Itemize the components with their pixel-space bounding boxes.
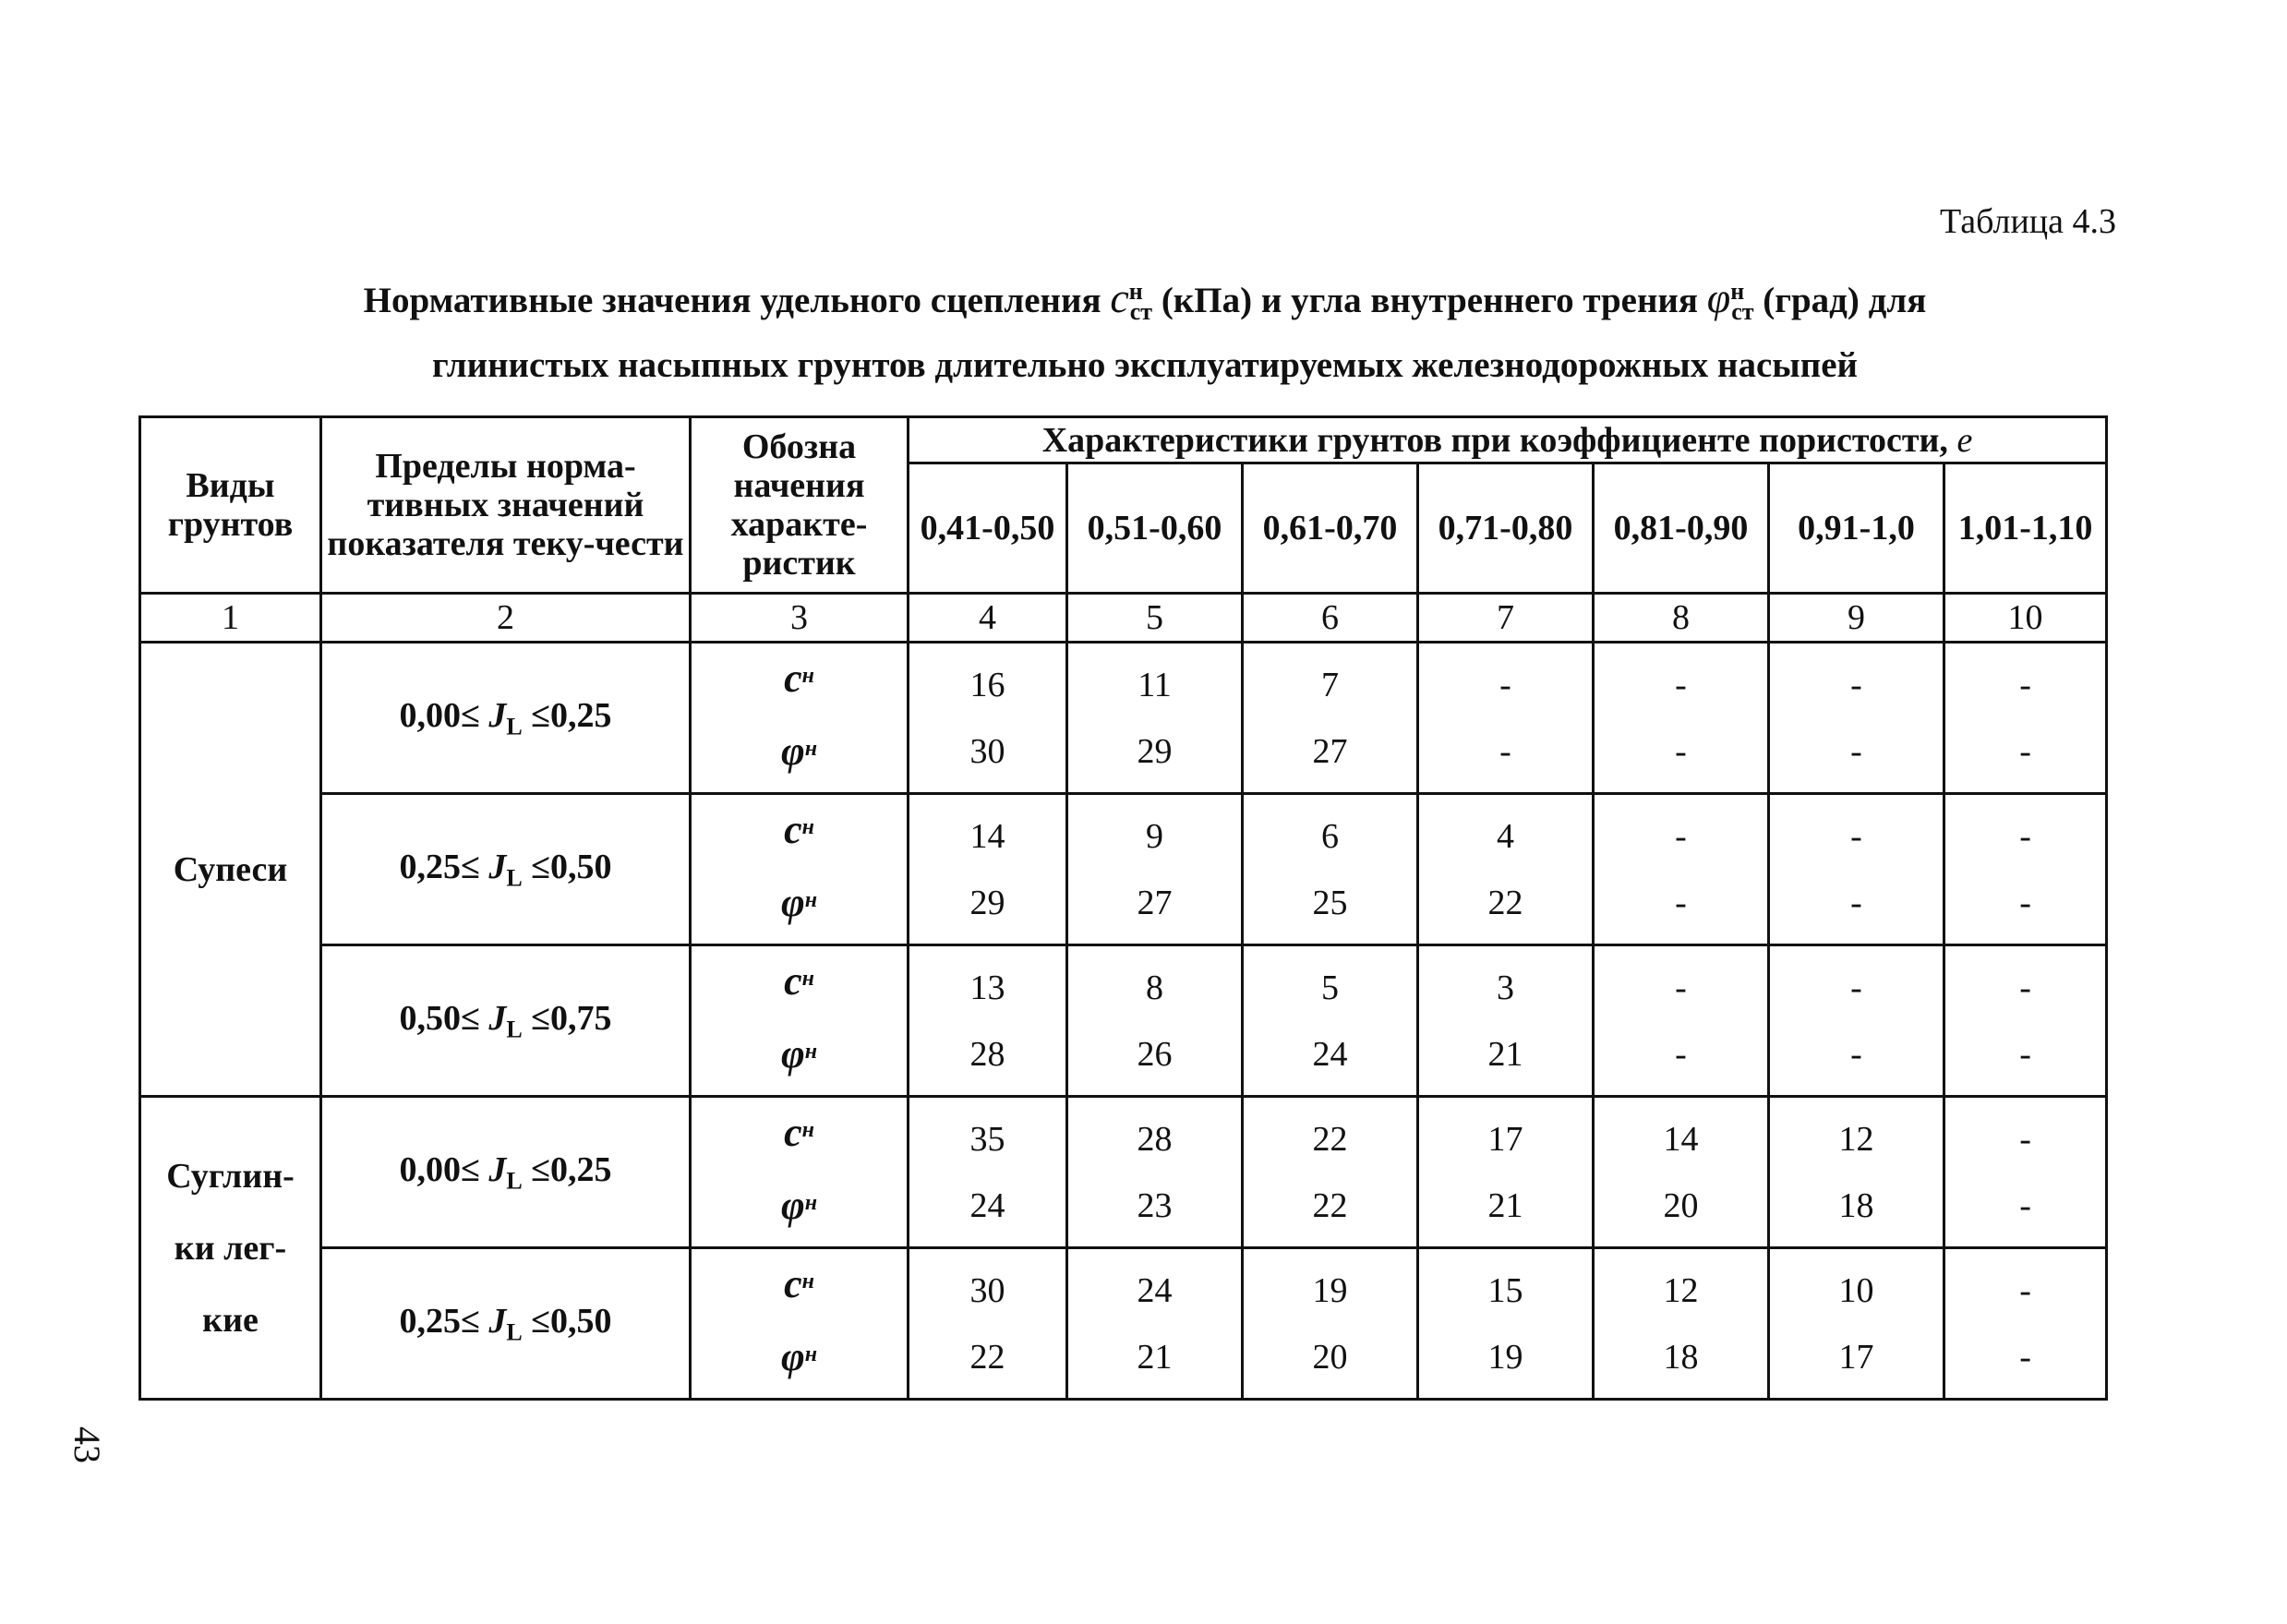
cohesion-value: - — [1675, 816, 1687, 856]
jl-subscript: L — [506, 1318, 523, 1346]
friction-angle-value: 24 — [1312, 1034, 1348, 1074]
friction-angle-value: - — [1499, 731, 1511, 771]
cohesion-value: 14 — [1663, 1119, 1699, 1159]
friction-angle-value: 18 — [1663, 1337, 1699, 1377]
heading-part1: Нормативные значения удельного сцепления — [363, 281, 1101, 320]
friction-angle-value: 19 — [1487, 1337, 1523, 1377]
jl-subscript: L — [506, 1016, 523, 1043]
column-number: 7 — [1418, 594, 1594, 643]
cohesion-value: 17 — [1487, 1119, 1523, 1159]
designation-cell — [691, 794, 909, 945]
value-cell — [909, 1097, 1067, 1248]
table-heading — [138, 268, 2151, 396]
column-number: 10 — [1944, 594, 2107, 643]
table-row — [140, 1248, 2107, 1400]
cohesion-value: 10 — [1838, 1270, 1874, 1310]
column-number: 8 — [1594, 594, 1769, 643]
cohesion-value: - — [1675, 968, 1687, 1007]
value-cell — [1594, 1248, 1769, 1400]
designation-superscript: н — [804, 1341, 818, 1366]
limits-cell — [321, 643, 691, 794]
value-cell — [1594, 643, 1769, 794]
c-designation: $c^н$ — [784, 655, 814, 701]
cohesion-value: 16 — [969, 665, 1005, 704]
header-porosity-range: 0,41-0,50 — [909, 463, 1067, 594]
value-cell — [1418, 945, 1594, 1097]
phi-symbol: φ — [1706, 274, 1731, 321]
header-designation: Обозна начения характе-ристик — [691, 417, 909, 594]
cohesion-value: 12 — [1663, 1270, 1699, 1310]
friction-angle-value: 27 — [1137, 883, 1173, 922]
designation-superscript: н — [801, 1117, 814, 1142]
friction-angle-value: - — [1850, 1034, 1862, 1074]
limit-low: 0,25≤ — [399, 847, 480, 886]
limit-low: 0,50≤ — [399, 998, 480, 1038]
header-limits: Пределы норма-тивных значений показателя теку-чести — [321, 417, 691, 594]
heading-part3: (град) для — [1763, 281, 1927, 320]
heading-line2: глинистых насыпных грунтов длительно эксплуатируемых железнодорожных насыпей — [431, 345, 1858, 385]
cohesion-value: 13 — [969, 968, 1005, 1007]
value-cell — [1067, 945, 1243, 1097]
value-cell — [1594, 794, 1769, 945]
designation-cell — [691, 1248, 909, 1400]
cohesion-value: - — [1850, 665, 1862, 704]
limits-cell — [321, 945, 691, 1097]
cohesion-value: 28 — [1137, 1119, 1173, 1159]
table-row — [140, 643, 2107, 794]
friction-angle-value: 21 — [1137, 1337, 1173, 1377]
value-cell — [1594, 1097, 1769, 1248]
value-cell — [1769, 794, 1944, 945]
designation-superscript: н — [804, 1039, 818, 1064]
limit-low: 0,00≤ — [399, 1149, 480, 1189]
value-cell — [1769, 945, 1944, 1097]
limits-cell — [321, 1248, 691, 1400]
header-characteristics-text: Характеристики грунтов при коэффициенте пористости, — [1041, 420, 1948, 460]
column-number: 4 — [909, 594, 1067, 643]
phi-superscript: н — [1730, 278, 1745, 305]
limits-cell — [321, 1097, 691, 1248]
column-number: 2 — [321, 594, 691, 643]
jl-symbol: J — [488, 847, 507, 886]
limit-low: 0,25≤ — [399, 1301, 480, 1341]
value-cell — [1418, 794, 1594, 945]
value-cell — [1944, 643, 2107, 794]
friction-angle-value: - — [2019, 883, 2031, 922]
cohesion-value: 14 — [969, 816, 1005, 856]
soil-type-line: Суглин- — [166, 1156, 295, 1196]
c-symbol: c — [1110, 274, 1129, 321]
phi-designation: $\varphi^н$ — [780, 879, 818, 925]
table-row — [140, 1097, 2107, 1248]
cohesion-value: - — [1850, 968, 1862, 1007]
friction-angle-value: 30 — [969, 731, 1005, 771]
jl-subscript: L — [506, 713, 523, 740]
soil-type-line: ки лег- — [174, 1228, 287, 1268]
column-number: 6 — [1243, 594, 1418, 643]
friction-angle-value: 29 — [1137, 731, 1173, 771]
value-cell — [1067, 643, 1243, 794]
soil-table — [138, 415, 2108, 1401]
cohesion-value: 15 — [1487, 1270, 1523, 1310]
friction-angle-value: 25 — [1312, 883, 1348, 922]
jl-symbol: J — [488, 1301, 507, 1341]
header-soil-type: Виды грунтов — [140, 417, 321, 594]
designation-superscript: н — [801, 663, 814, 688]
friction-angle-value: - — [1850, 883, 1862, 922]
value-cell — [1594, 945, 1769, 1097]
cohesion-value: - — [2019, 1270, 2031, 1310]
friction-angle-value: - — [1675, 1034, 1687, 1074]
value-cell — [1067, 1248, 1243, 1400]
friction-angle-value: 27 — [1312, 731, 1348, 771]
designation-cell — [691, 1097, 909, 1248]
phi-designation: $\varphi^н$ — [780, 1182, 818, 1228]
value-cell — [1243, 794, 1418, 945]
designation-superscript: н — [804, 736, 818, 761]
value-cell — [1243, 1097, 1418, 1248]
header-porosity-range: 0,81-0,90 — [1594, 463, 1769, 594]
cohesion-value: 30 — [969, 1270, 1005, 1310]
jl-symbol: J — [488, 998, 507, 1038]
value-cell — [1769, 1248, 1944, 1400]
header-porosity-range: 1,01-1,10 — [1944, 463, 2107, 594]
cohesion-value: 11 — [1137, 665, 1172, 704]
cohesion-value: 35 — [969, 1119, 1005, 1159]
value-cell — [1418, 643, 1594, 794]
soil-type-cell — [140, 1097, 321, 1400]
heading-part2: (кПа) и угла внутреннего трения — [1161, 281, 1699, 320]
designation-superscript: н — [801, 966, 814, 991]
value-cell — [909, 945, 1067, 1097]
soil-type-line: кие — [202, 1300, 259, 1340]
header-porosity-range: 0,51-0,60 — [1067, 463, 1243, 594]
friction-angle-value: - — [1675, 731, 1687, 771]
value-cell — [1243, 1248, 1418, 1400]
cohesion-value: 6 — [1321, 816, 1339, 856]
limit-high: ≤0,75 — [531, 998, 612, 1038]
phi-subscript: ст — [1731, 298, 1754, 325]
column-number: 5 — [1067, 594, 1243, 643]
friction-angle-value: 24 — [969, 1185, 1005, 1225]
c-designation: $c^н$ — [784, 957, 814, 1004]
phi-designation: $\varphi^н$ — [780, 1030, 818, 1077]
page-number: 43 — [66, 1426, 108, 1463]
value-cell — [1769, 1097, 1944, 1248]
friction-angle-value: 23 — [1137, 1185, 1173, 1225]
jl-subscript: L — [506, 864, 523, 892]
friction-angle-value: 26 — [1137, 1034, 1173, 1074]
phi-designation: $\varphi^н$ — [780, 728, 818, 774]
cohesion-value: - — [1675, 665, 1687, 704]
friction-angle-value: 21 — [1487, 1185, 1523, 1225]
friction-angle-value: 20 — [1312, 1337, 1348, 1377]
c-designation: $c^н$ — [784, 1109, 814, 1155]
cohesion-value: - — [2019, 665, 2031, 704]
cohesion-value: - — [1850, 816, 1862, 856]
designation-superscript: н — [801, 814, 814, 839]
c-subscript: ст — [1129, 298, 1153, 325]
column-number: 1 — [140, 594, 321, 643]
limit-low: 0,00≤ — [399, 695, 480, 735]
table-label: Таблица 4.3 — [1939, 202, 2116, 241]
friction-angle-value: 22 — [969, 1337, 1005, 1377]
c-superscript: н — [1128, 278, 1143, 305]
jl-symbol: J — [488, 695, 507, 735]
header-porosity-range: 0,91-1,0 — [1769, 463, 1944, 594]
designation-cell — [691, 643, 909, 794]
value-cell — [1067, 794, 1243, 945]
friction-angle-value: 22 — [1312, 1185, 1348, 1225]
limit-high: ≤0,25 — [531, 695, 612, 735]
limits-cell — [321, 794, 691, 945]
value-cell — [1418, 1097, 1594, 1248]
jl-symbol: J — [488, 1149, 507, 1189]
c-designation: $c^н$ — [784, 806, 814, 852]
friction-angle-value: 28 — [969, 1034, 1005, 1074]
table-row — [140, 945, 2107, 1097]
cohesion-value: 4 — [1497, 816, 1514, 856]
friction-angle-value: 29 — [969, 883, 1005, 922]
friction-angle-value: - — [2019, 1034, 2031, 1074]
friction-angle-value: 17 — [1838, 1337, 1874, 1377]
friction-angle-value: 18 — [1838, 1185, 1874, 1225]
value-cell — [1067, 1097, 1243, 1248]
column-number: 9 — [1769, 594, 1944, 643]
friction-angle-value: - — [2019, 731, 2031, 771]
friction-angle-value: 21 — [1487, 1034, 1523, 1074]
cohesion-value: 19 — [1312, 1270, 1348, 1310]
column-number: 3 — [691, 594, 909, 643]
value-cell — [909, 643, 1067, 794]
cohesion-value: - — [2019, 816, 2031, 856]
limit-high: ≤0,25 — [531, 1149, 612, 1189]
cohesion-value: 22 — [1312, 1119, 1348, 1159]
value-cell — [1769, 643, 1944, 794]
value-cell — [1944, 794, 2107, 945]
friction-angle-value: - — [1850, 731, 1862, 771]
cohesion-value: 12 — [1838, 1119, 1874, 1159]
limit-high: ≤0,50 — [531, 1301, 612, 1341]
designation-superscript: н — [804, 1190, 818, 1215]
friction-angle-value: 22 — [1487, 883, 1523, 922]
cohesion-value: 8 — [1146, 968, 1163, 1007]
friction-angle-value: 20 — [1663, 1185, 1699, 1225]
value-cell — [1944, 1248, 2107, 1400]
friction-angle-value: - — [2019, 1337, 2031, 1377]
friction-angle-value: - — [1675, 883, 1687, 922]
cohesion-value: 7 — [1321, 665, 1339, 704]
value-cell — [909, 1248, 1067, 1400]
e-symbol: e — [1956, 420, 1973, 460]
value-cell — [1243, 643, 1418, 794]
limit-high: ≤0,50 — [531, 847, 612, 886]
cohesion-value: - — [2019, 1119, 2031, 1159]
phi-designation: $\varphi^н$ — [780, 1333, 818, 1379]
designation-cell — [691, 945, 909, 1097]
header-characteristics — [909, 417, 2107, 463]
value-cell — [1243, 945, 1418, 1097]
friction-angle-value: - — [2019, 1185, 2031, 1225]
cohesion-value: 24 — [1137, 1270, 1173, 1310]
value-cell — [909, 794, 1067, 945]
cohesion-value: - — [1499, 665, 1511, 704]
designation-superscript: н — [801, 1269, 814, 1293]
table-row — [140, 794, 2107, 945]
value-cell — [1944, 945, 2107, 1097]
value-cell — [1944, 1097, 2107, 1248]
cohesion-value: 5 — [1321, 968, 1339, 1007]
header-porosity-range: 0,71-0,80 — [1418, 463, 1594, 594]
designation-superscript: н — [804, 887, 818, 912]
header-porosity-range: 0,61-0,70 — [1243, 463, 1418, 594]
jl-subscript: L — [506, 1167, 523, 1195]
value-cell — [1418, 1248, 1594, 1400]
c-designation: $c^н$ — [784, 1260, 814, 1306]
cohesion-value: 3 — [1497, 968, 1514, 1007]
cohesion-value: - — [2019, 968, 2031, 1007]
cohesion-value: 9 — [1146, 816, 1163, 856]
soil-type-cell: Супеси — [140, 643, 321, 1097]
